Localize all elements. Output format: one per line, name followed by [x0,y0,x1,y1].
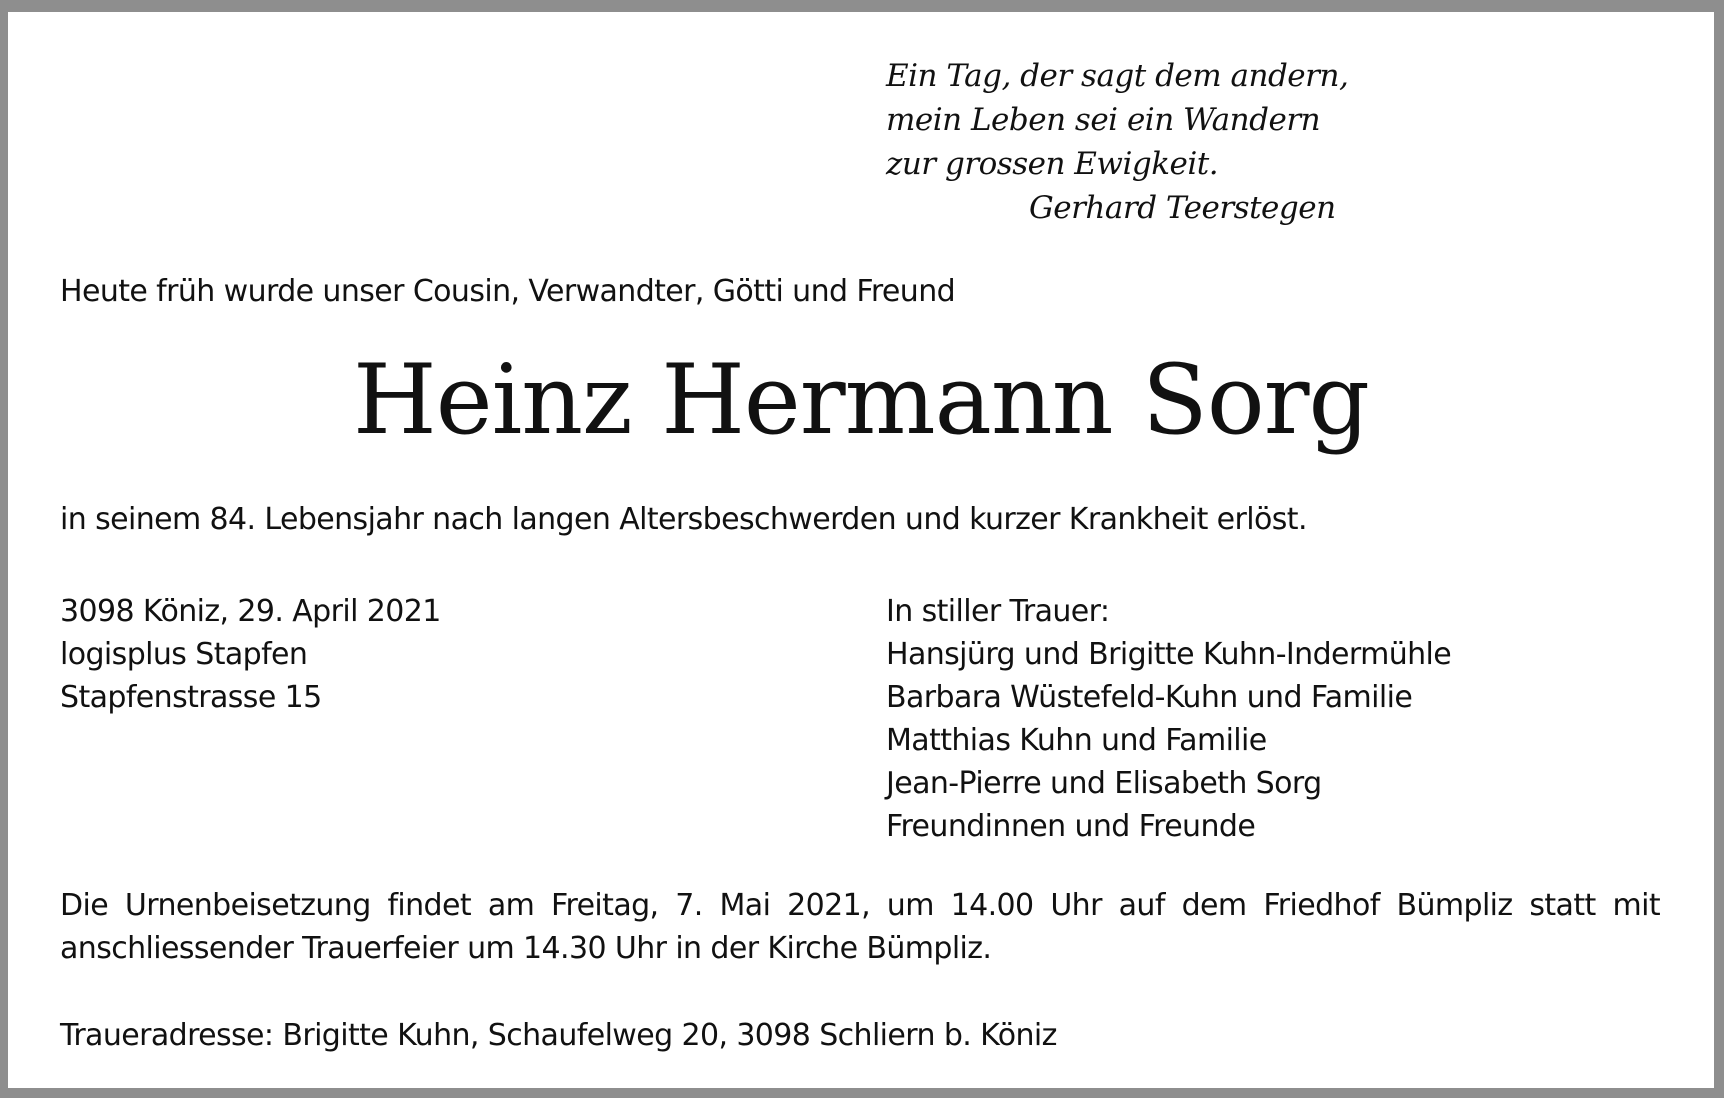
place-line: 3098 Köniz, 29. April 2021 [60,594,441,629]
intro-text: Heute früh wurde unser Cousin, Verwandter, Götti und Freund [60,274,956,309]
burial-announcement [60,884,1660,970]
obituary-notice [8,12,1714,1088]
mourner-name: Barbara Wüstefeld-Kuhn und Familie [886,680,1413,715]
epigraph-quote [886,54,1348,230]
burial-line: Die Urnenbeisetzung findet am Freitag, 7. Mai 2021, um 14.00 Uhr auf dem Friedhof Bümpliz statt mit [60,888,1660,923]
mourner-name: Jean-Pierre und Elisabeth Sorg [886,766,1322,801]
mourner-name: Freundinnen und Freunde [886,809,1256,844]
quote-line: mein Leben sei ein Wandern [886,102,1321,138]
quote-line: Ein Tag, der sagt dem andern, [886,58,1349,94]
quote-line: zur grossen Ewigkeit. [886,146,1219,182]
mourner-name: Matthias Kuhn und Familie [886,723,1267,758]
deceased-name: Heinz Hermann Sorg [353,344,1369,456]
place-and-date [60,590,441,719]
mourners-heading: In stiller Trauer: [886,594,1110,629]
mourning-address: Traueradresse: Brigitte Kuhn, Schaufelweg 20, 3098 Schliern b. Köniz [60,1018,1057,1053]
place-line: Stapfenstrasse 15 [60,680,322,715]
quote-author: Gerhard Teerstegen [1029,190,1336,226]
mourners-list [886,590,1451,848]
burial-line: anschliessender Trauerfeier um 14.30 Uhr in der Kirche Bümpliz. [60,931,992,966]
release-text: in seinem 84. Lebensjahr nach langen Altersbeschwerden und kurzer Krankheit erlöst. [60,502,1307,537]
mourner-name: Hansjürg und Brigitte Kuhn-Indermühle [886,637,1452,672]
place-line: logisplus Stapfen [60,637,308,672]
